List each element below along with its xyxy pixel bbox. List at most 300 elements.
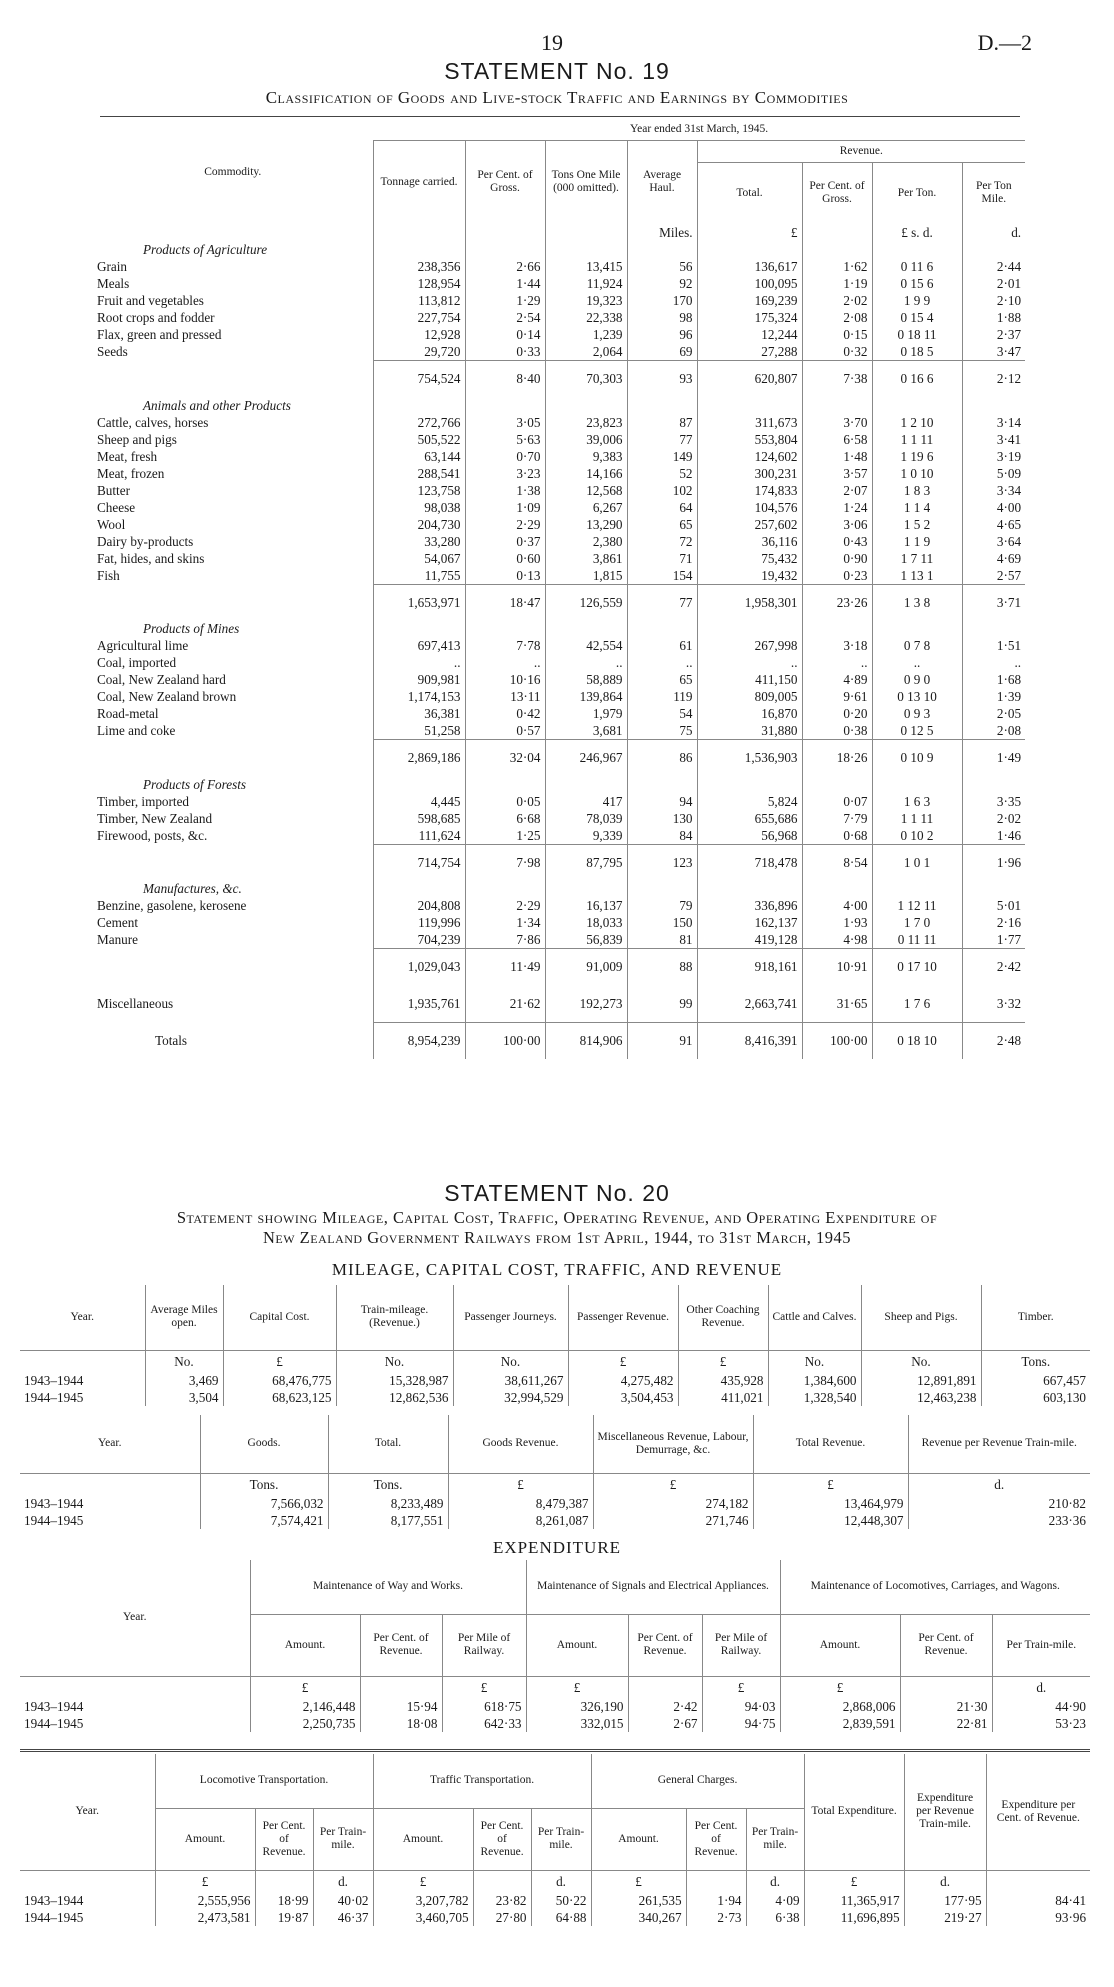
subtotal-ton-miles: 246,967 [545,740,627,776]
sub-header-7: Per Cent. of Revenue. [686,1808,746,1870]
commodity-row [93,637,1025,654]
rev-pct-cell: 0·32 [802,343,872,361]
value-col-3: 8,479,387 [448,1495,593,1512]
subtotal-row [93,361,1025,397]
ton-miles-cell: 139,864 [545,688,627,705]
commodity-name: Butter [97,482,130,498]
sub-header-5: Per Mile of Railway. [702,1614,780,1676]
ton-miles-cell: 12,568 [545,482,627,499]
unit-col-8: No. [861,1350,981,1372]
subtotal-tonnage: 1,653,971 [373,584,465,620]
value-col-3: 46·37 [313,1909,373,1926]
sub-header-1: Per Cent. of Revenue. [360,1614,442,1676]
blank [93,740,373,776]
blank [802,397,872,414]
units-row [20,1473,1090,1495]
commodity-row [93,414,1025,431]
value-col-4: 271,746 [593,1512,753,1529]
pct-gross-cell: 7·78 [465,637,545,654]
value-col-2: 8,233,489 [328,1495,448,1512]
per-ton-mile-cell: 2·08 [962,722,1025,740]
value-col-6: 94·03 [702,1698,780,1715]
statement-19-table [93,120,1025,1059]
rev-pct-cell: 0·15 [802,326,872,343]
unit-col-1 [360,1676,442,1698]
total-pct-gross: 100·00 [465,1023,545,1059]
ton-miles-cell: 42,554 [545,637,627,654]
blank [697,241,802,258]
rev-total-cell: 104,576 [697,499,802,516]
rev-total-cell: 311,673 [697,414,802,431]
avg-haul-cell: 65 [627,671,697,688]
blank [465,224,545,241]
value-col-1: 2,146,448 [250,1698,360,1715]
per-ton-cell: 0 18 11 [872,326,962,343]
blank [93,844,373,880]
units-row [20,1676,1090,1698]
unit-col-3: £ [448,1473,593,1495]
header-col-2: Capital Cost. [223,1285,336,1350]
commodity-row [93,671,1025,688]
avg-haul-cell: 72 [627,533,697,550]
subtotal-row [93,740,1025,776]
group-heading-row [93,397,1025,414]
pct-gross-cell: 6·68 [465,810,545,827]
subtotal-ton-miles: 126,559 [545,584,627,620]
value-col-1: 2,473,581 [155,1909,255,1926]
value-col-2: 18·08 [360,1715,442,1732]
header-col-6: Other Coaching Revenue. [678,1285,768,1350]
value-col-6: 435,928 [678,1372,768,1389]
maintenance-table [20,1560,1090,1732]
commodity-row [93,326,1025,343]
year-label: 1943–1944 [24,1373,84,1388]
header-avg-haul: Average Haul. [627,140,697,224]
blank [545,224,627,241]
tonnage-cell: 1,174,153 [373,688,465,705]
tonnage-cell: .. [373,654,465,671]
rev-pct-cell: 0·38 [802,722,872,740]
subtotal-rev-pct: 7·38 [802,361,872,397]
tonnage-cell: 204,808 [373,897,465,914]
rev-total-cell: 16,870 [697,705,802,722]
blank [373,776,465,793]
commodity-name: Cheese [97,499,136,515]
commodity-row [93,722,1025,740]
ton-miles-cell: 9,383 [545,448,627,465]
rev-pct-cell: 4·98 [802,931,872,949]
per-ton-cell: 0 15 4 [872,309,962,326]
tonnage-cell: 909,981 [373,671,465,688]
commodity-name: Manure [97,932,139,948]
commodity-name: Timber, imported [97,793,190,809]
per-ton-cell: 0 7 8 [872,637,962,654]
value-col-8: 2·73 [686,1909,746,1926]
value-col-3: 40·02 [313,1892,373,1909]
commodity-row [93,292,1025,309]
blank [627,397,697,414]
extra-header-0: Total Expenditure. [804,1754,904,1870]
rev-pct-cell: 0·20 [802,705,872,722]
value-col-8: 12,463,238 [861,1389,981,1406]
value-col-9: 4·09 [746,1892,804,1909]
rev-pct-cell: 3·57 [802,465,872,482]
tonnage-cell: 1,935,761 [373,985,465,1023]
year-label: 1944–1945 [24,1390,84,1405]
ton-miles-cell: 23,823 [545,414,627,431]
commodity-row [93,482,1025,499]
value-col-7: 2,839,591 [780,1715,900,1732]
blank [802,880,872,897]
subtotal-row [93,844,1025,880]
value-col-2: 68,476,775 [223,1372,336,1389]
value-col-11: 177·95 [904,1892,986,1909]
commodity-name: Meals [97,276,130,291]
subtotal-rev-pct: 23·26 [802,584,872,620]
avg-haul-cell: 65 [627,516,697,533]
subtotal-rev-pct: 18·26 [802,740,872,776]
rev-total-cell: 162,137 [697,914,802,931]
value-col-8: 21·30 [900,1698,992,1715]
per-ton-mile-cell: 2·37 [962,326,1025,343]
blank [697,620,802,637]
rev-total-cell: 336,896 [697,897,802,914]
sub-header-3: Amount. [526,1614,628,1676]
pct-gross-cell: 1·29 [465,292,545,309]
commodity-row [93,550,1025,567]
value-col-6: 411,021 [678,1389,768,1406]
blank [545,397,627,414]
value-col-1: 3,504 [145,1389,223,1406]
value-col-1: 3,469 [145,1372,223,1389]
subtotal-avg-haul: 77 [627,584,697,620]
rev-total-cell: 100,095 [697,275,802,292]
group-heading-row [93,880,1025,897]
ton-miles-cell: 192,273 [545,985,627,1023]
rev-pct-cell: 6·58 [802,431,872,448]
tonnage-cell: 119,996 [373,914,465,931]
subtotal-row [93,949,1025,985]
commodity-row [93,793,1025,810]
value-col-3: 8,261,087 [448,1512,593,1529]
unit-col-10: d. [904,1870,986,1892]
year-row [20,1909,1090,1926]
ton-miles-cell: 16,137 [545,897,627,914]
rev-pct-cell: 0·68 [802,827,872,845]
subtotal-per-ton: 1 0 1 [872,844,962,880]
header-year: Year ended 31st March, 1945. [373,120,1025,140]
rev-pct-cell: 7·79 [802,810,872,827]
avg-haul-cell: 98 [627,309,697,326]
year-row [20,1698,1090,1715]
sub-header-7: Per Cent. of Revenue. [900,1614,992,1676]
subtotal-pct-gross: 11·49 [465,949,545,985]
per-ton-mile-cell: 4·65 [962,516,1025,533]
tonnage-cell: 111,624 [373,827,465,845]
value-col-5: 2·67 [628,1715,702,1732]
avg-haul-cell: 149 [627,448,697,465]
year-row [20,1715,1090,1732]
value-col-6: 94·75 [702,1715,780,1732]
per-ton-mile-cell: 3·64 [962,533,1025,550]
per-ton-cell: 1 1 11 [872,431,962,448]
pct-gross-cell: 3·05 [465,414,545,431]
ton-miles-cell: 1,815 [545,567,627,585]
value-col-4: 3,460,705 [373,1909,473,1926]
group-heading-row [93,241,1025,258]
per-ton-mile-cell: 4·00 [962,499,1025,516]
blank [465,880,545,897]
unit-col-4 [628,1676,702,1698]
ton-miles-cell: 3,681 [545,722,627,740]
value-col-10: 11,365,917 [804,1892,904,1909]
pct-gross-cell: 1·09 [465,499,545,516]
subtotal-row [93,584,1025,620]
per-ton-mile-cell: 3·14 [962,414,1025,431]
rev-total-cell: 75,432 [697,550,802,567]
value-col-1: 7,574,421 [200,1512,328,1529]
value-col-5: 23·82 [473,1892,531,1909]
header-col-1: Average Miles open. [145,1285,223,1350]
per-ton-mile-cell: 3·32 [962,985,1025,1023]
per-ton-mile-cell: 2·02 [962,810,1025,827]
commodity-name: Miscellaneous [97,996,174,1011]
sub-header-4: Per Cent. of Revenue. [473,1808,531,1870]
value-col-6: 50·22 [531,1892,591,1909]
ton-miles-cell: 13,290 [545,516,627,533]
year-row [20,1495,1090,1512]
subtotal-per-ton-mile: 1·49 [962,740,1025,776]
blank [872,620,962,637]
value-col-9: 44·90 [992,1698,1090,1715]
pct-gross-cell: 0·60 [465,550,545,567]
ton-miles-cell: 417 [545,793,627,810]
per-ton-cell: 0 18 5 [872,343,962,361]
commodity-name: Root crops and fodder [97,310,215,325]
rev-pct-cell: 4·89 [802,671,872,688]
rev-total-cell: 553,804 [697,431,802,448]
commodity-row [93,431,1025,448]
subtotal-rev-total: 718,478 [697,844,802,880]
avg-haul-cell: 56 [627,258,697,275]
year-label: 1943–1944 [24,1699,84,1714]
rev-total-cell: 809,005 [697,688,802,705]
per-ton-cell: 0 9 3 [872,705,962,722]
value-col-4: 274,182 [593,1495,753,1512]
blank [93,949,373,985]
subtotal-rev-total: 620,807 [697,361,802,397]
blank [627,620,697,637]
tonnage-cell: 123,758 [373,482,465,499]
value-col-7: 261,535 [591,1892,686,1909]
sub-header-8: Per Train-mile. [746,1808,804,1870]
blank [465,397,545,414]
pct-gross-cell: 0·57 [465,722,545,740]
subtotal-pct-gross: 32·04 [465,740,545,776]
sub-header-2: Per Mile of Railway. [442,1614,526,1676]
statement-20-subtitle-2: New Zealand Government Railways from 1st April, 1944, to 31st March, 1945 [262,1228,852,1247]
unit-col-9: £ [804,1870,904,1892]
blank [872,397,962,414]
rev-total-cell: 36,116 [697,533,802,550]
rev-pct-cell: 1·24 [802,499,872,516]
commodity-row [93,914,1025,931]
avg-haul-cell: 54 [627,705,697,722]
pct-gross-cell: 7·86 [465,931,545,949]
tonnage-cell: 227,754 [373,309,465,326]
value-col-12: 93·96 [986,1909,1090,1926]
rev-total-cell: 175,324 [697,309,802,326]
year-row [20,1372,1090,1389]
per-ton-cell: 1 9 9 [872,292,962,309]
per-ton-cell: 0 9 0 [872,671,962,688]
pct-gross-cell: 0·37 [465,533,545,550]
blank [20,1676,250,1698]
unit-col-3: £ [373,1870,473,1892]
rev-pct-cell: 3·06 [802,516,872,533]
year-row [20,1892,1090,1909]
unit-col-6: d. [908,1473,1090,1495]
unit-col-7: No. [768,1350,861,1372]
value-col-4: 32,994,529 [453,1389,568,1406]
value-col-2: 68,623,125 [223,1389,336,1406]
unit-col-5: d. [531,1870,591,1892]
header-col-4: Passenger Journeys. [453,1285,568,1350]
ton-miles-cell: 3,861 [545,550,627,567]
ton-miles-cell: 19,323 [545,292,627,309]
header-year: Year. [75,1805,99,1818]
commodity-row [93,516,1025,533]
commodity-row [93,931,1025,949]
unit-col-7 [900,1676,992,1698]
header-col-8: Sheep and Pigs. [861,1285,981,1350]
sub-header-0: Amount. [155,1808,255,1870]
sub-header-6: Amount. [780,1614,900,1676]
commodity-name: Dairy by-products [97,533,194,549]
header-rev-pct: Per Cent. of Gross. [802,162,872,224]
blank [962,776,1025,793]
ton-miles-cell: 39,006 [545,431,627,448]
commodity-row [93,688,1025,705]
value-col-7: 1,328,540 [768,1389,861,1406]
totals-row [93,1023,1025,1059]
subtotal-tonnage: 2,869,186 [373,740,465,776]
commodity-row [93,897,1025,914]
pct-gross-cell: 2·54 [465,309,545,326]
tonnage-cell: 238,356 [373,258,465,275]
avg-haul-cell: 79 [627,897,697,914]
per-ton-cell: 1 7 6 [872,985,962,1023]
unit-col-3: No. [336,1350,453,1372]
subtotal-per-ton-mile: 2·12 [962,361,1025,397]
avg-haul-cell: 61 [627,637,697,654]
blank [802,224,872,241]
year-label: 1944–1945 [24,1513,84,1528]
misc-row [93,985,1025,1023]
goods-revenue-table [20,1415,1090,1529]
pct-gross-cell: 3·23 [465,465,545,482]
value-col-3: 15,328,987 [336,1372,453,1389]
value-col-9: 53·23 [992,1715,1090,1732]
value-col-2: 18·99 [255,1892,313,1909]
per-ton-mile-cell: 2·01 [962,275,1025,292]
commodity-row [93,810,1025,827]
year-row [20,1512,1090,1529]
value-col-8: 12,891,891 [861,1372,981,1389]
pct-gross-cell: 0·70 [465,448,545,465]
ton-miles-cell: 18,033 [545,914,627,931]
commodity-row [93,309,1025,326]
avg-haul-cell: 150 [627,914,697,931]
ton-miles-cell: 11,924 [545,275,627,292]
rev-total-cell: 19,432 [697,567,802,585]
unit-col-7 [686,1870,746,1892]
group-heading: Animals and other Products [143,397,291,413]
rev-pct-cell: 9·61 [802,688,872,705]
total-per-ton-mile: 2·48 [962,1023,1025,1059]
value-col-4: 3,207,782 [373,1892,473,1909]
year-label: 1944–1945 [24,1910,84,1925]
header-ton-miles: Tons One Mile (000 omitted). [545,140,627,224]
unit-col-6: £ [780,1676,900,1698]
ton-miles-cell: 9,339 [545,827,627,845]
per-ton-cell: .. [872,654,962,671]
units-row [20,1350,1090,1372]
commodity-row [93,827,1025,845]
tonnage-cell: 288,541 [373,465,465,482]
header-col-6: Revenue per Revenue Train-mile. [908,1415,1090,1473]
sub-header-2: Per Train-mile. [313,1808,373,1870]
sub-header-4: Per Cent. of Revenue. [628,1614,702,1676]
per-ton-mile-cell: 1·51 [962,637,1025,654]
unit-col-3: £ [526,1676,628,1698]
unit-col-5: £ [753,1473,908,1495]
ton-miles-cell: 1,979 [545,705,627,722]
pct-gross-cell: 0·42 [465,705,545,722]
per-ton-mile-cell: .. [962,654,1025,671]
subtotal-pct-gross: 18·47 [465,584,545,620]
subtotal-avg-haul: 86 [627,740,697,776]
blank [962,620,1025,637]
rev-pct-cell: 4·00 [802,897,872,914]
pct-gross-cell: 21·62 [465,985,545,1023]
blank [802,241,872,258]
avg-haul-cell: 69 [627,343,697,361]
blank [373,241,465,258]
subtotal-per-ton: 1 3 8 [872,584,962,620]
per-ton-mile-cell: 1·77 [962,931,1025,949]
unit-col-8: d. [746,1870,804,1892]
pct-gross-cell: 2·66 [465,258,545,275]
commodity-row [93,448,1025,465]
year-label: 1944–1945 [24,1716,84,1731]
rev-total-cell: 257,602 [697,516,802,533]
per-ton-cell: 0 13 10 [872,688,962,705]
commodity-name: Firewood, posts, &c. [97,827,208,843]
header-per-ton: Per Ton. [872,162,962,224]
per-ton-mile-cell: 2·57 [962,567,1025,585]
rev-pct-cell: 0·07 [802,793,872,810]
commodity-row [93,705,1025,722]
per-ton-cell: 1 7 0 [872,914,962,931]
unit-col-5: £ [568,1350,678,1372]
value-col-5: 4,275,482 [568,1372,678,1389]
blank [627,776,697,793]
per-ton-mile-cell: 2·05 [962,705,1025,722]
unit-col-0: £ [155,1870,255,1892]
value-col-3: 618·75 [442,1698,526,1715]
commodity-name: Lime and coke [97,723,176,739]
